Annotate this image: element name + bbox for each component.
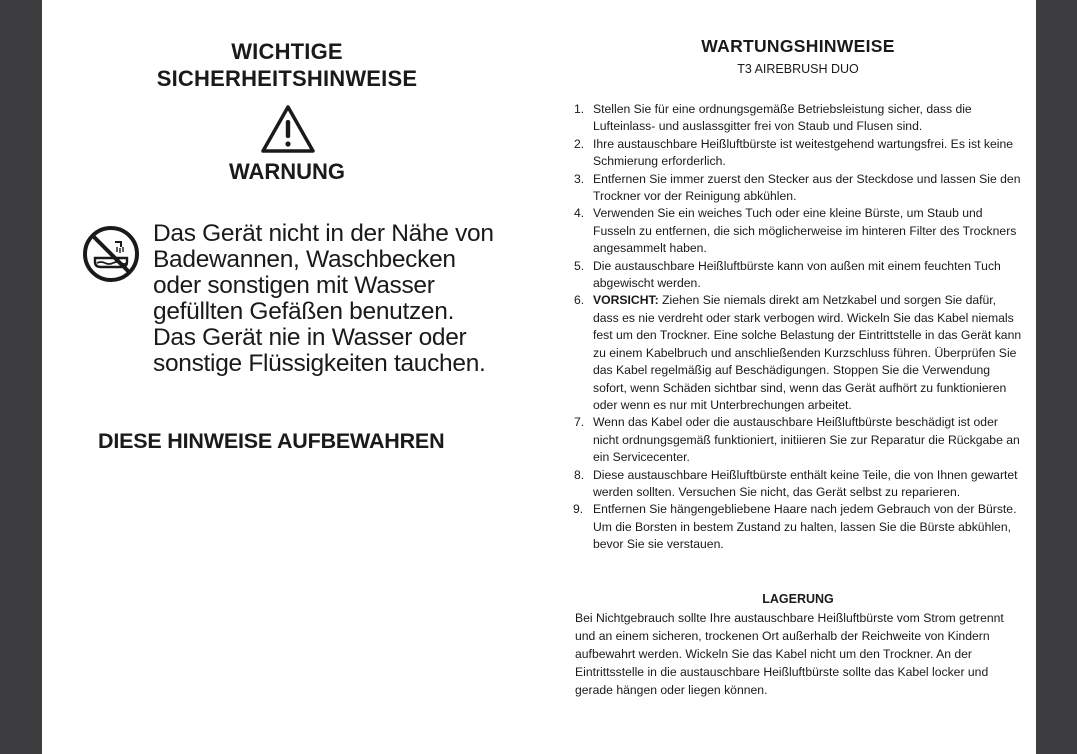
list-item: [573, 136, 1023, 171]
item-text: Verwenden Sie ein weiches Tuch oder eine kleine Bürste, um Staub und Fusseln zu entfernen, die sich möglicherweise im hinteren Filter des Trockners angesammelt haben.: [593, 206, 1017, 256]
safety-title-line1: WICHTIGE: [231, 39, 343, 64]
item-text: Stellen Sie für eine ordnungsgemäße Betriebsleistung sicher, dass die Lufteinlass- und auslassgitter frei von Staub und Flusen sind.: [593, 102, 972, 134]
warning-text: Das Gerät nicht in der Nähe von Badewannen, Waschbecken oder sonstigen mit Wasser gefüllten Gefäßen benutzen. Das Gerät nie in Wasser oder sonstige Flüssigkeiten tauchen.: [153, 220, 494, 377]
item-text: Entfernen Sie hängengebliebene Haare nach jedem Gebrauch von der Bürste. Um die Borsten in bestem Zustand zu halten, lassen Sie die Bürste abkühlen, bevor Sie sie verstauen.: [593, 502, 1017, 552]
right-page: [546, 0, 1036, 754]
caution-label: VORSICHT:: [593, 293, 659, 308]
item-text: Entfernen Sie immer zuerst den Stecker aus der Steckdose und lassen Sie den Trockner vor der Reinigung abkühlen.: [593, 171, 1021, 204]
item-number: 5.: [574, 258, 585, 273]
item-number: 8.: [574, 467, 585, 482]
warning-triangle-icon: [260, 104, 316, 154]
item-text: Ihre austauschbare Heißluftbürste ist weitestgehend wartungsfrei. Es ist keine Schmierung erforderlich.: [593, 136, 1014, 169]
maintenance-subtitle: T3 AIREBRUSH DUO: [737, 62, 859, 76]
item-number: 4.: [574, 206, 585, 221]
item-number: 6.: [574, 293, 585, 308]
list-item: [573, 292, 1023, 414]
item-number: 1.: [574, 102, 585, 116]
list-item: [573, 258, 1023, 293]
no-water-bath-icon: [82, 225, 140, 283]
left-page: [42, 0, 546, 754]
storage-title: LAGERUNG: [762, 592, 834, 606]
list-item: [573, 467, 1023, 502]
maintenance-list: [573, 101, 1023, 554]
item-text: Die austauschbare Heißluftbürste kann von außen mit einem feuchten Tuch abgewischt werden.: [593, 258, 1001, 291]
item-text: Wenn das Kabel oder die austauschbare Heißluftbürste beschädigt ist oder nicht ordnungsgemäß funktioniert, initiieren Sie zur Reparatur die Rückgabe an ein Servicecenter.: [593, 415, 1020, 465]
safety-title: [42, 38, 532, 92]
item-text: Diese austauschbare Heißluftbürste enthält keine Teile, die von Ihnen gewartet werden sollten. Versuchen Sie nicht, das Gerät selbst zu reparieren.: [593, 467, 1018, 499]
item-text: Ziehen Sie niemals direkt am Netzkabel und sorgen Sie dafür, dass es nie verdreht oder stark verbogen wird. Wickeln Sie das Kabel niemals fest um den Trockner. Eine solche Belastung der Eintrittstelle in das Gerät kann zu einem Kabelbruch und anschließenden Kurzschluss führen. Überprüfen Sie das Kabel regelmäßig auf Beschädigungen. Stoppen Sie die Verwendung sofort, wenn Schäden sichtbar sind, wenn das Gerät aufhört zu funktionieren oder wenn es nur mit Unterbrechungen arbeitet.: [593, 293, 1022, 412]
item-number: 2.: [574, 136, 585, 151]
list-item: [573, 205, 1023, 257]
keep-instructions-notice: DIESE HINWEISE AUFBEWAHREN: [98, 429, 445, 453]
list-item: [573, 101, 1023, 136]
item-number: 9.: [573, 502, 584, 517]
maintenance-title: WARTUNGSHINWEISE: [701, 36, 895, 56]
storage-text: Bei Nichtgebrauch sollte Ihre austauschbare Heißluftbürste vom Strom getrennt und an einem sicheren, trockenen Ort außerhalb der Reichweite von Kindern aufbewahrt werden. Wickeln Sie das Kabel nicht um den Trockner. An der Eintrittsstelle in die austauschbare Heißluftbürste sollte das Kabel locker und gerade hängen oder liegen können.: [575, 611, 1004, 697]
warning-label: WARNUNG: [228, 159, 346, 184]
list-item: [573, 171, 1023, 206]
list-item: [573, 501, 1023, 553]
item-number: 3.: [574, 171, 585, 186]
item-number: 7.: [574, 415, 585, 430]
list-item: [573, 414, 1023, 466]
safety-title-line2: SICHERHEITSHINWEISE: [156, 66, 418, 91]
